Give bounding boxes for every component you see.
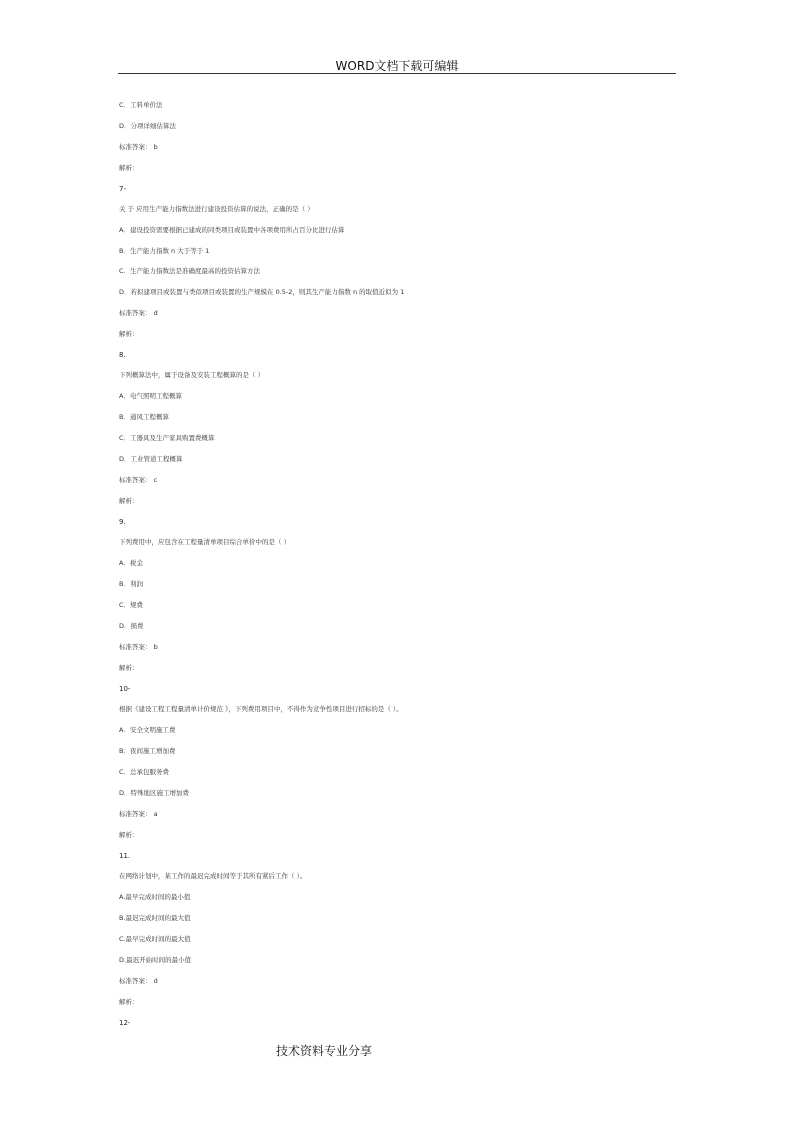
question-text: 根据《建设工程工程量清单计价规范 》，下列费用项目中，不得作为竞争性项目进行招标的是（ ）。 [119,705,403,713]
doc-line: D.最迟开始时间的最小值 [119,956,192,964]
question-number: 10- [119,685,131,693]
doc-line: 解析： [119,330,139,338]
doc-line: B．通风工程概算 [119,413,169,421]
doc-line: 解析： [119,831,139,839]
doc-line: A.最早完成时间的最小值 [119,893,191,901]
doc-line: 标准答案： b [119,643,158,651]
header-rule [118,73,676,74]
doc-line: A．税金 [119,559,143,567]
question-text: 下列费用中，应包含在工程量清单项目综合单价中的是（ ） [119,538,291,546]
doc-line: 解析： [119,998,139,1006]
question-number: 7- [119,185,126,193]
doc-line: C．生产能力指数法是准确度最高的投资估算方法 [119,267,261,275]
question-text: 关 于 应用生产能力指数法进行建设投资估算的说法，正确的是（ ） [119,205,314,213]
doc-line: C．规费 [119,601,144,609]
doc-line: D．分项详细估算法 [119,122,177,130]
doc-line: 解析： [119,664,139,672]
question-text: 下列概算法中，属于设备及安装工程概算的是（ ） [119,371,265,379]
doc-line: 解析： [119,497,139,505]
doc-line: B.最迟完成时间的最大值 [119,914,191,922]
question-number: 12- [119,1019,131,1027]
page-footer-text: 技术资料专业分享 [276,1044,373,1058]
doc-line: 解析： [119,164,139,172]
doc-line: C．工器具及生产家具购置费概算 [119,434,215,442]
doc-line: D．特殊地区施工增加费 [119,789,190,797]
doc-line: C.最早完成时间的最大值 [119,935,191,943]
doc-line: B．夜间施工增加费 [119,747,176,755]
doc-line: A．电气照明工程概算 [119,392,182,400]
doc-line: 标准答案： b [119,143,158,151]
doc-line: 标准答案： a [119,810,158,818]
doc-line: B．生产能力指数 n 大于等于 1 [119,247,210,255]
question-number: 9. [119,518,126,526]
doc-line: C．工料单价法 [119,101,163,109]
page-header-title: WORD文档下载可编辑 [335,59,459,73]
doc-line: 标准答案： c [119,476,158,484]
question-text: 在网络计划中，某工作的最迟完成时间等于其所有紧后工作（ ）。 [119,872,307,880]
doc-line: 标准答案： d [119,977,158,985]
doc-line: 标准答案： d [119,309,158,317]
doc-line: A．建设投资需要根据已建成的同类项目或装置中各项费用所占百分比进行估算 [119,226,345,234]
doc-line: D．若拟建项目或装置与类似项目或装置的生产规模在 0.5-2，则其生产能力指数 n 的取值近似为 1 [119,288,405,296]
doc-line: D．工业管道工程概算 [119,455,183,463]
question-number: 8. [119,351,126,359]
question-number: 11. [119,852,131,860]
doc-line: C．总承包服务费 [119,768,170,776]
doc-line: B．利润 [119,580,143,588]
doc-line: A．安全文明施工费 [119,726,176,734]
doc-line: D．损费 [119,622,144,630]
